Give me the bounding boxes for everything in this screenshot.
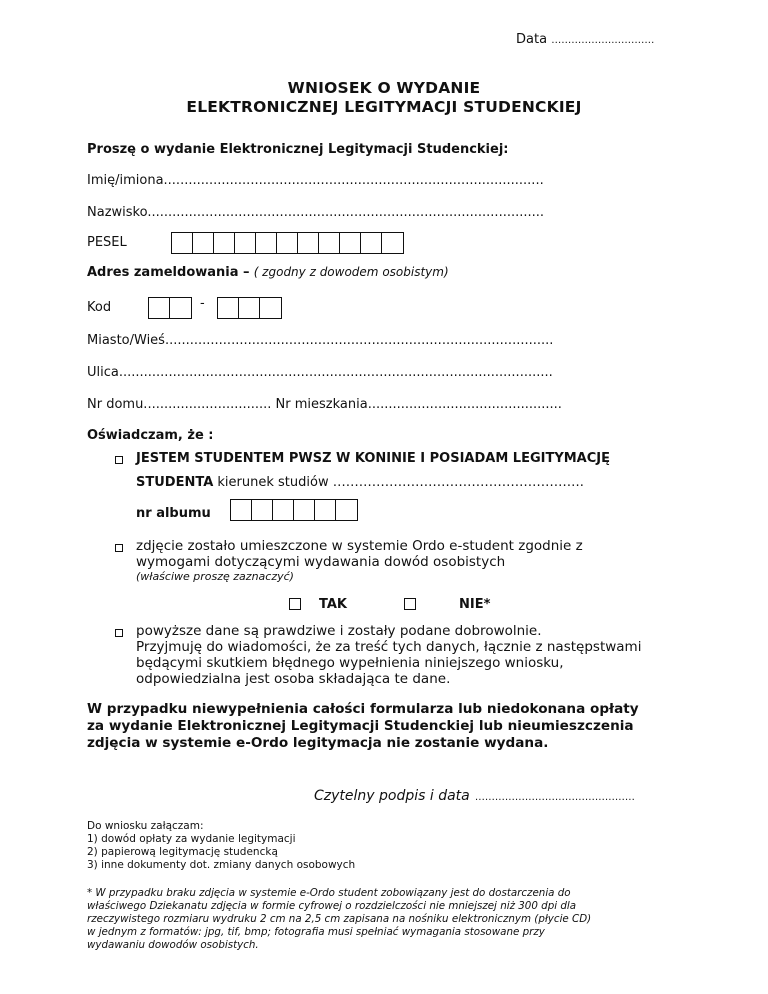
pesel-digit-cell[interactable] — [277, 233, 298, 253]
house-number-field[interactable]: Nr domu............................... Nr mieszkania............................................... — [87, 397, 562, 412]
form-title-line1: WNIOSEK O WYDANIE — [287, 79, 481, 97]
pesel-digit-cell[interactable] — [235, 233, 256, 253]
footnote-line5: wydawaniu dowodów osobistych. — [87, 939, 259, 951]
album-digit-cell[interactable] — [294, 500, 315, 520]
warning-line3: zdjęcia w systemie e-Ordo legitymacja nie zostanie wydana. — [87, 735, 549, 751]
album-digit-cell[interactable] — [273, 500, 294, 520]
date-label: Data — [516, 32, 548, 47]
nie-checkbox[interactable] — [404, 598, 416, 610]
signature-field[interactable] — [314, 785, 635, 804]
address-heading — [87, 265, 449, 280]
pesel-digit-cell[interactable] — [172, 233, 193, 253]
attachments-heading: Do wniosku załączam: — [87, 820, 204, 832]
declare-item3-line4: odpowiedzialna jest osoba składająca te dane. — [136, 671, 451, 687]
pesel-input-boxes[interactable] — [171, 232, 404, 254]
pesel-digit-cell[interactable] — [361, 233, 382, 253]
postal-code-cell[interactable] — [239, 298, 260, 318]
declare-item2-note: (właściwe proszę zaznaczyć) — [136, 570, 294, 583]
tak-checkbox[interactable] — [289, 598, 301, 610]
postal-code-cell[interactable] — [260, 298, 281, 318]
postal-code-part1[interactable] — [148, 297, 192, 319]
date-dots: ……………….………… — [551, 35, 655, 46]
footnote-line3: rzeczywistego rozmiaru wydruku 2 cm na 2,5 cm zapisana na nośniku elektronicznym (płycie CD) — [87, 913, 592, 925]
postal-code-cell[interactable] — [170, 298, 191, 318]
attachment-item: 2) papierową legitymację studencką — [87, 846, 278, 858]
code-dash: - — [200, 296, 205, 311]
surname-field[interactable]: Nazwisko................................................................................................ — [87, 205, 545, 220]
postal-code-part2[interactable] — [217, 297, 282, 319]
pesel-digit-cell[interactable] — [382, 233, 403, 253]
names-field[interactable]: Imię/imiona............................................................................................ — [87, 173, 544, 188]
declare-item3-line2: Przyjmuję do wiadomości, że za treść tych danych, łącznie z następstwami — [136, 639, 642, 655]
declare-item3-checkbox[interactable] — [115, 629, 123, 637]
pesel-digit-cell[interactable] — [256, 233, 277, 253]
pesel-digit-cell[interactable] — [340, 233, 361, 253]
declare-item1-rest: kierunek studiów …………………………………………………. — [213, 475, 584, 490]
declare-item1-line1: JESTEM STUDENTEM PWSZ W KONINIE I POSIADAM LEGITYMACJĘ — [136, 451, 610, 466]
form-title-line2: ELEKTRONICZNEJ LEGITYMACJI STUDENCKIEJ — [186, 98, 582, 116]
album-digit-cell[interactable] — [231, 500, 252, 520]
nie-label: NIE* — [459, 597, 491, 612]
pesel-digit-cell[interactable] — [214, 233, 235, 253]
declare-item2-line2: wymogami dotyczącymi wydawania dowód osobistych — [136, 554, 506, 570]
tak-label: TAK — [319, 597, 347, 612]
declare-heading: Oświadczam, że : — [87, 428, 214, 443]
declare-item2-line1: zdjęcie zostało umieszczone w systemie Ordo e-student zgodnie z — [136, 538, 583, 554]
signature-label: Czytelny podpis i data — [314, 788, 470, 804]
city-field[interactable]: Miasto/Wieś.............................................................................................. — [87, 333, 554, 348]
declare-item1-line2 — [136, 475, 584, 490]
attachment-item: 1) dowód opłaty za wydanie legitymacji — [87, 833, 296, 845]
address-note: ( zgodny z dowodem osobistym) — [253, 265, 449, 279]
pesel-digit-cell[interactable] — [319, 233, 340, 253]
album-label: nr albumu — [136, 506, 211, 521]
request-heading: Proszę o wydanie Elektronicznej Legitymacji Studenckiej: — [87, 142, 509, 157]
code-label: Kod — [87, 300, 112, 315]
address-label: Adres zameldowania – — [87, 265, 250, 280]
postal-code-cell[interactable] — [149, 298, 170, 318]
declare-item1-checkbox[interactable] — [115, 456, 123, 464]
declare-item2-checkbox[interactable] — [115, 544, 123, 552]
pesel-label: PESEL — [87, 235, 127, 250]
footnote-line2: właściwego Dziekanatu zdjęcia w formie cyfrowej o rozdzielczości nie mniejszej niż 300 dpi dla — [87, 900, 577, 912]
pesel-digit-cell[interactable] — [298, 233, 319, 253]
pesel-digit-cell[interactable] — [193, 233, 214, 253]
declare-item3-line3: będącymi skutkiem błędnego wypełnienia niniejszego wniosku, — [136, 655, 564, 671]
signature-dots: ………………………………………… — [474, 792, 635, 803]
warning-line1: W przypadku niewypełnienia całości formularza lub niedokonana opłaty — [87, 701, 639, 717]
postal-code-cell[interactable] — [218, 298, 239, 318]
footnote-line1: * W przypadku braku zdjęcia w systemie e-Ordo student zobowiązany jest do dostarczenia do — [87, 887, 571, 899]
album-digit-cell[interactable] — [336, 500, 357, 520]
footnote-line4: w jednym z formatów: jpg, tif, bmp; fotografia musi spełniać wymagania stosowane przy — [87, 926, 545, 938]
attachment-item: 3) inne dokumenty dot. zmiany danych osobowych — [87, 859, 356, 871]
declare-item3-line1: powyższe dane są prawdziwe i zostały podane dobrowolnie. — [136, 623, 542, 639]
declare-item1-bold: STUDENTA — [136, 475, 214, 490]
album-digit-cell[interactable] — [252, 500, 273, 520]
warning-line2: za wydanie Elektronicznej Legitymacji Studenckiej lub nieumieszczenia — [87, 718, 634, 734]
album-number-boxes[interactable] — [230, 499, 358, 521]
date-field[interactable] — [516, 32, 654, 47]
album-digit-cell[interactable] — [315, 500, 336, 520]
street-field[interactable]: Ulica......................................................................................................... — [87, 365, 553, 380]
